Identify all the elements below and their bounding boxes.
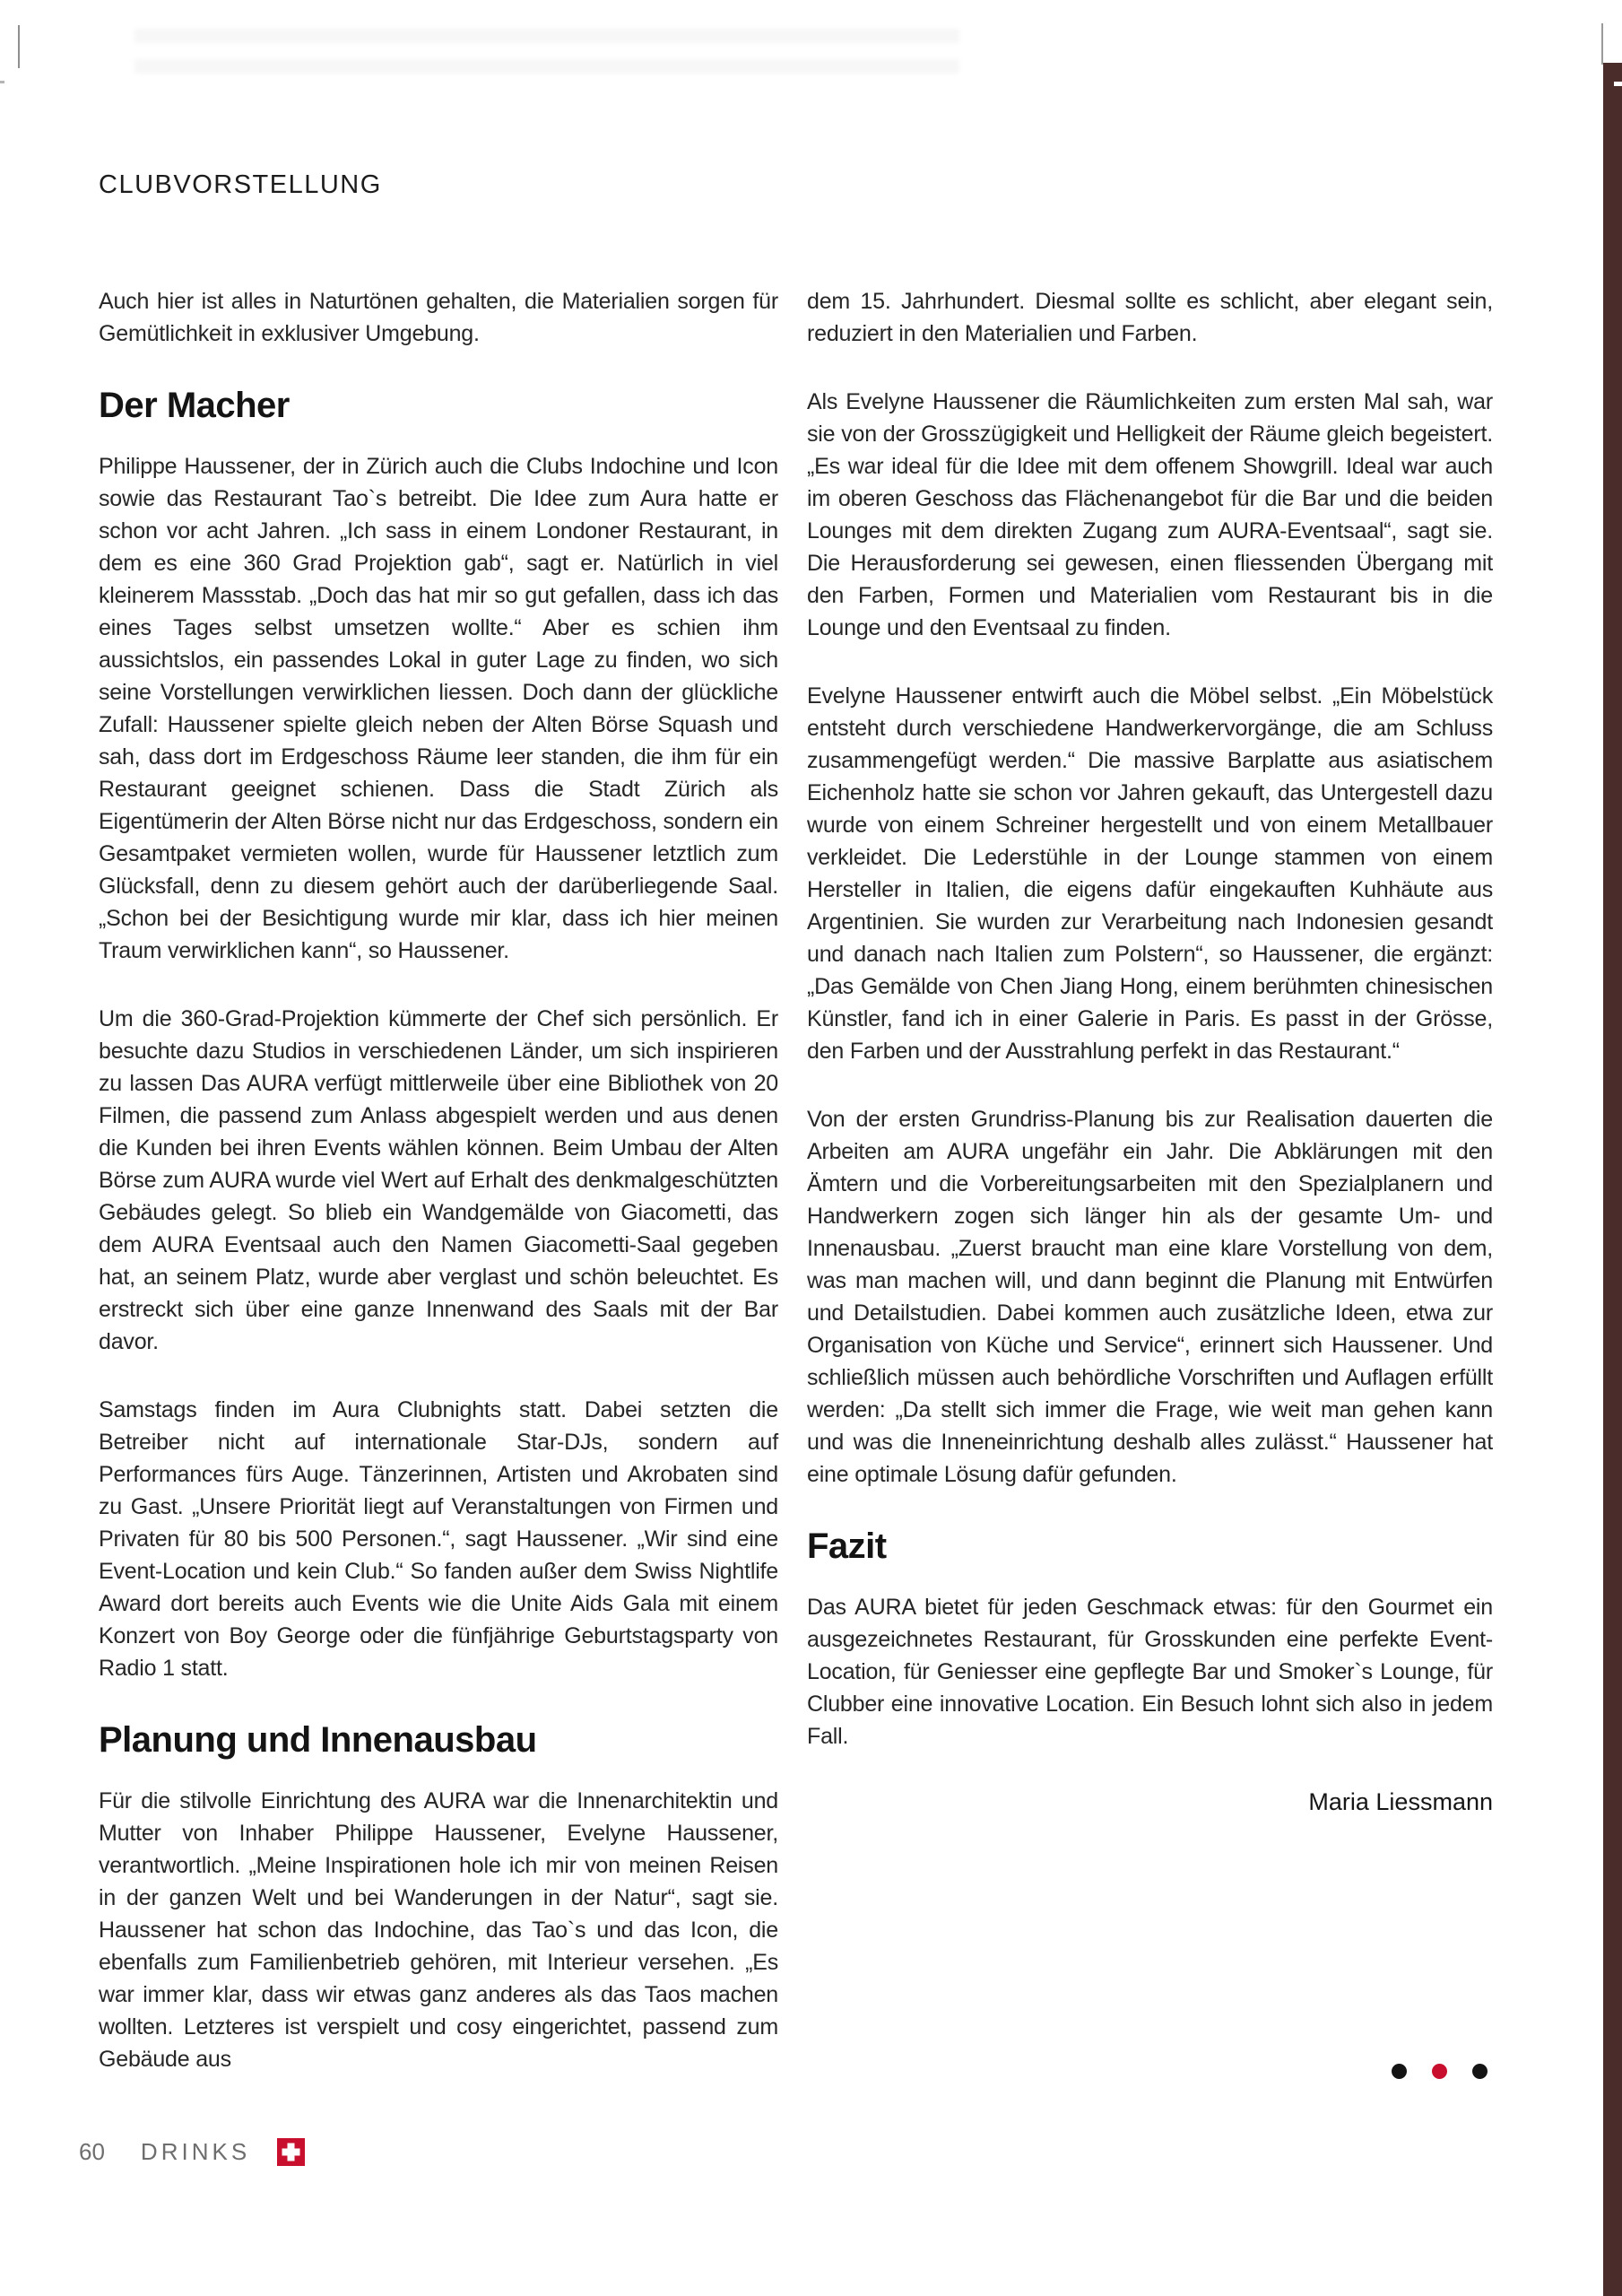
section-kicker: CLUBVORSTELLUNG: [99, 170, 382, 199]
section-heading-fazit: Fazit: [807, 1526, 887, 1566]
paragraph: Das AURA bietet für jeden Geschmack etwas: für den Gourmet ein ausgezeichnetes Restaurant, für Grosskunden eine perfekte Event-Location, für Geniesser eine gepflegte Bar und Smoker`s Lounge, für Clubber eine innovative Location. Ein Besuch lohnt sich also in jedem Fall.: [807, 1595, 1493, 1749]
paragraph: Evelyne Haussener entwirft auch die Möbel selbst. „Ein Möbelstück entsteht durch verschiedene Handwerkervorgänge, die am Schluss zusammengefügt werden.“ Die massive Barplatte aus asiatischem Eichenholz hatte sie schon vor Jahren gekauft, das Untergestell dazu wurde von einem Schreiner hergestellt und von einem Metallbauer verkleidet. Die Lederstühle in der Lounge stammen von einem Hersteller in Italien, die eigens dafür eingekauften Kuhhäute aus Argentinien. Sie wurden zur Verarbeitung nach Indonesien gesandt und danach nach Italien zum Polstern“, so Haussener, die ergänzt: „Das Gemälde von Chen Jiang Hong, einem berühmten chinesischen Künstler, fand ich in einer Galerie in Paris. Es passt in der Grösse, den Farben und der Ausstrahlung perfekt in das Restaurant.“: [807, 683, 1493, 1064]
dot-icon: [1392, 2064, 1407, 2079]
page-bleed-through: [134, 29, 959, 90]
page-edge-bar: [1603, 63, 1622, 2296]
crop-mark: [18, 25, 20, 68]
pagination-dots: [1392, 2064, 1488, 2079]
section-heading-der-macher: Der Macher: [99, 386, 290, 425]
page-number: 60: [79, 2138, 105, 2165]
dot-icon: [1472, 2064, 1488, 2079]
right-column: [807, 285, 1493, 1816]
magazine-name: DRINKS: [140, 2138, 251, 2165]
crop-mark-right: [1601, 23, 1603, 65]
left-column: [99, 285, 778, 2111]
swiss-flag-icon: [277, 2138, 305, 2166]
page-footer: [79, 2138, 305, 2166]
intro-paragraph: Auch hier ist alles in Naturtönen gehalten, die Materialien sorgen für Gemütlichkeit in exklusiver Umgebung.: [99, 289, 778, 346]
paragraph: Für die stilvolle Einrichtung des AURA war die Innenarchitektin und Mutter von Inhaber Philippe Haussener, Evelyne Haussener, verantwortlich. „Meine Inspirationen hole ich mir von meinen Reisen in der ganzen Welt und bei Wanderungen in der Natur“, sagt sie. Haussener hat schon das Indochine, das Tao`s und das Icon, die ebenfalls zum Familienbetrieb gehören, mit Interieur versehen. „Es war immer klar, dass wir etwas ganz anderes als das Taos machen wollten. Letzteres ist verspielt und cosy eingerichtet, passend zum Gebäude aus: [99, 1788, 778, 2072]
author-byline: Maria Liessmann: [1308, 1788, 1493, 1815]
paragraph: Von der ersten Grundriss-Planung bis zur Realisation dauerten die Arbeiten am AURA ungefähr ein Jahr. Die Abklärungen mit den Ämtern und die Vorbereitungsarbeiten mit den Spezialplanern und Handwerkern zogen sich länger hin als der gesamte Um- und Innenausbau. „Zuerst braucht man eine klare Vorstellung von dem, was man machen will, und dann beginnt die Planung mit Entwürfen und Detailstudien. Dabei kommen auch zusätzliche Ideen, etwa zur Organisation von Küche und Service“, erinnert sich Haussener. Und schließlich müssen auch behördliche Vorschriften und Auflagen erfüllt werden: „Da stellt sich immer die Frage, wie weit man gehen kann und was die Inneneinrichtung deshalb alles zulässt.“ Haussener hat eine optimale Lösung dafür gefunden.: [807, 1107, 1493, 1487]
paragraph: dem 15. Jahrhundert. Diesmal sollte es schlicht, aber elegant sein, reduziert in den Materialien und Farben.: [807, 289, 1493, 346]
section-heading-planung: Planung und Innenausbau: [99, 1720, 537, 1760]
paragraph: Um die 360-Grad-Projektion kümmerte der Chef sich persönlich. Er besuchte dazu Studios in verschiedenen Länder, um sich inspirieren zu lassen Das AURA verfügt mittlerweile über eine Bibliothek von 20 Filmen, die passend zum Anlass abgespielt werden und aus denen die Kunden bei ihren Events wählen können. Beim Umbau der Alten Börse zum AURA wurde viel Wert auf Erhalt des denkmalgeschützten Gebäudes gelegt. So blieb ein Wandgemälde von Giacometti, das dem AURA Eventsaal auch den Namen Giacometti-Saal gegeben hat, an seinem Platz, wurde aber verglast und schön beleuchtet. Es erstreckt sich über eine ganze Innenwand des Saals mit der Bar davor.: [99, 1006, 778, 1354]
edge-bar-notch: [1614, 82, 1622, 86]
paragraph: Philippe Haussener, der in Zürich auch die Clubs Indochine und Icon sowie das Restaurant Tao`s betreibt. Die Idee zum Aura hatte er schon vor acht Jahren. „Ich sass in einem Londoner Restaurant, in dem es eine 360 Grad Projektion gab“, sagt er. Natürlich in viel kleinerem Massstab. „Doch das hat mir so gut gefallen, dass ich das eines Tages selbst umsetzen wollte.“ Aber es schien ihm aussichtslos, ein passendes Lokal in guter Lage zu finden, wo sich seine Vorstellungen verwirklichen liessen. Doch dann der glückliche Zufall: Haussener spielte gleich neben der Alten Börse Squash und sah, dass dort im Erdgeschoss Räume leer standen, die ihm für ein Restaurant geeignet schienen. Dass die Stadt Zürich als Eigentümerin der Alten Börse nicht nur das Erdgeschoss, sondern ein Gesamtpaket vermieten wollen, wurde für Haussener letztlich zum Glücksfall, denn zu diesem gehört auch der darüberliegende Saal. „Schon bei der Besichtigung wurde mir klar, dass ich hier meinen Traum verwirklichen kann“, so Haussener.: [99, 454, 778, 963]
crop-mark-dash: [0, 81, 4, 83]
paragraph: Samstags finden im Aura Clubnights statt. Dabei setzten die Betreiber nicht auf internationale Star-DJs, sondern auf Performances fürs Auge. Tänzerinnen, Artisten und Akrobaten sind zu Gast. „Unsere Priorität liegt auf Veranstaltungen von Firmen und Privaten für 80 bis 500 Personen.“, sagt Haussener. „Wir sind eine Event-Location und kein Club.“ So fanden außer dem Swiss Nightlife Award dort bereits auch Events wie die Unite Aids Gala mit einem Konzert von Boy George oder die fünfjährige Geburtstagsparty von Radio 1 statt.: [99, 1397, 778, 1681]
dot-red-icon: [1432, 2064, 1447, 2079]
paragraph: Als Evelyne Haussener die Räumlichkeiten zum ersten Mal sah, war sie von der Grosszügigkeit und Helligkeit der Räume gleich begeistert. „Es war ideal für die Idee mit dem offenem Showgrill. Ideal war auch im oberen Geschoss das Flächenangebot für die Bar und die beiden Lounges mit dem direkten Zugang zum AURA-Eventsaal“, sagt sie. Die Herausforderung sei gewesen, einen fliessenden Übergang mit den Farben, Formen und Materialien vom Restaurant bis in die Lounge und den Eventsaal zu finden.: [807, 389, 1493, 640]
